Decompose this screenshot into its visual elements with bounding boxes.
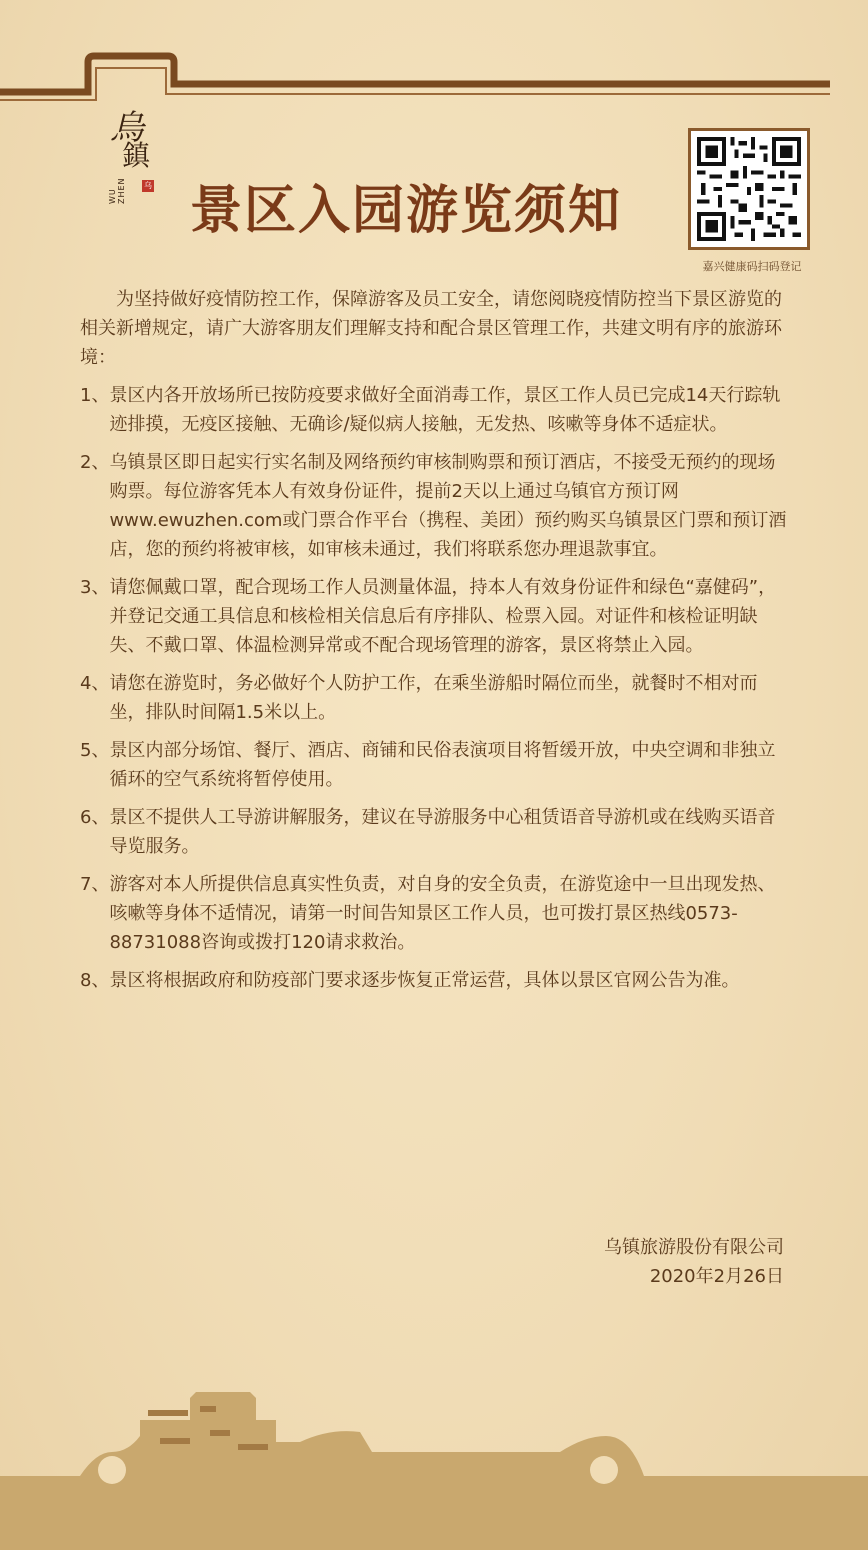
rule-item <box>80 381 792 439</box>
rule-text: 景区将根据政府和防疫部门要求逐步恢复正常运营，具体以景区官网公告为准。 <box>109 970 740 991</box>
rule-item <box>80 870 792 957</box>
rule-number: 7、 <box>80 874 110 895</box>
rule-number: 6、 <box>80 807 110 828</box>
rule-text: 景区内各开放场所已按防疫要求做好全面消毒工作，景区工作人员已完成14天行踪轨迹排摸，无疫区接触、无确诊/疑似病人接触，无发热、咳嗽等身体不适症状。 <box>109 385 781 435</box>
rule-item <box>80 736 792 794</box>
qr-code-icon <box>697 137 801 241</box>
page-title: 景区入园游览须知 <box>190 181 623 241</box>
rule-item <box>80 966 792 995</box>
logo-char-wu: 烏 <box>110 108 144 148</box>
rule-number: 1、 <box>80 385 110 406</box>
rule-text: 请您佩戴口罩，配合现场工作人员测量体温，持本人有效身份证件和绿色“嘉健码”，并登记交通工具信息和核检相关信息后有序排队、检票入园。对证件和核检证明缺失、不戴口罩、体温检测异常或不配合现场管理的游客，景区将禁止入园。 <box>109 577 777 656</box>
rule-text: 景区内部分场馆、餐厅、酒店、商铺和民俗表演项目将暂缓开放，中央空调和非独立循环的空气系统将暂停使用。 <box>109 740 776 790</box>
logo-seal: 乌 <box>144 181 152 190</box>
rule-item <box>80 448 792 564</box>
intro-paragraph: 为坚持做好疫情防控工作，保障游客及员工安全，请您阅晓疫情防控当下景区游览的相关新增规定，请广大游客朋友们理解支持和配合景区管理工作，共建文明有序的旅游环境： <box>80 289 782 368</box>
rule-text: 乌镇景区即日起实行实名制及网络预约审核制购票和预订酒店，不接受无预约的现场购票。每位游客凭本人有效身份证件，提前2天以上通过乌镇官方预订网www.ewuzhen.com或门票合作平台（携程、美团）预约购买乌镇景区门票和预订酒店，您的预约将被审核，如审核未通过，我们将联系您办理退款事宜。 <box>109 452 787 560</box>
rule-number: 3、 <box>80 577 110 598</box>
signature-block <box>604 1233 784 1291</box>
wuzhen-logo <box>108 100 163 204</box>
logo-english: WU ZHEN <box>108 177 126 204</box>
rule-number: 8、 <box>80 970 110 991</box>
rule-item <box>80 573 792 660</box>
rule-number: 4、 <box>80 673 110 694</box>
notice-body <box>80 285 792 1004</box>
footer-building-silhouette <box>0 1380 868 1550</box>
qr-caption: 嘉兴健康码扫码登记 <box>702 260 802 273</box>
rule-number: 2、 <box>80 452 110 473</box>
qr-code[interactable] <box>688 128 810 250</box>
rule-number: 5、 <box>80 740 110 761</box>
rule-item <box>80 803 792 861</box>
signature-company: 乌镇旅游股份有限公司 <box>604 1237 784 1258</box>
rule-text: 请您在游览时，务必做好个人防护工作，在乘坐游船时隔位而坐，就餐时不相对而坐，排队时间隔1.5米以上。 <box>109 673 758 723</box>
logo-char-zhen: 鎮 <box>122 139 151 172</box>
rule-item <box>80 669 792 727</box>
signature-date: 2020年2月26日 <box>649 1266 784 1287</box>
rule-text: 游客对本人所提供信息真实性负责，对自身的安全负责，在游览途中一旦出现发热、咳嗽等身体不适情况，请第一时间告知景区工作人员，也可拨打景区热线0573-88731088咨询或拨打120请求救治。 <box>109 874 776 953</box>
rule-text: 景区不提供人工导游讲解服务，建议在导游服务中心租赁语音导游机或在线购买语音导览服务。 <box>109 807 776 857</box>
